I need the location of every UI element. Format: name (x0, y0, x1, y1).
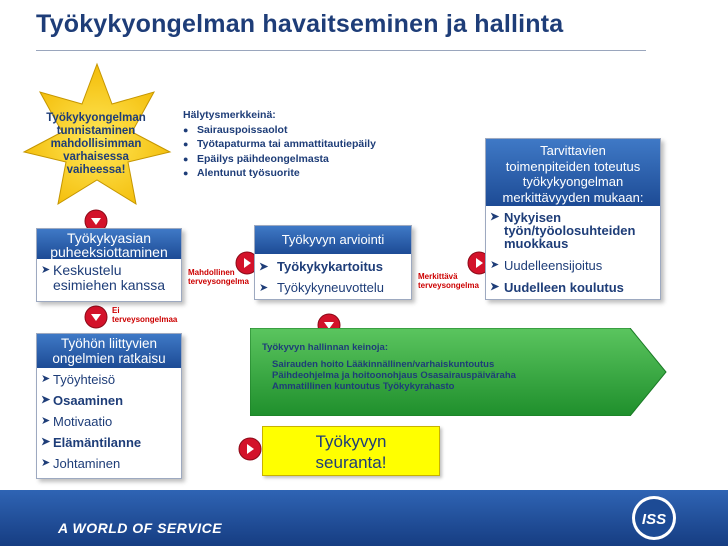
panel-title-line: merkittävyyden mukaan: (502, 189, 644, 205)
management-heading: Työkyvyn hallinnan keinoja: (262, 342, 388, 353)
star-line: tunnistaminen (56, 125, 136, 137)
panel-assessment (254, 225, 412, 300)
warning-item: ● Työtapaturma tai ammattitautiepäily (183, 137, 376, 152)
chevron-right-icon: ➤ (41, 264, 51, 276)
panel-title-line: toimenpiteiden toteutus (505, 158, 641, 174)
chevron-right-icon: ➤ (490, 281, 500, 293)
panel-title-line: ongelmien ratkaisu (52, 351, 166, 366)
title-divider (36, 50, 646, 51)
warning-item: ● Sairauspoissaolot (183, 123, 376, 138)
list-item: ➤ Osaaminen (41, 393, 124, 408)
chevron-right-icon: ➤ (490, 211, 500, 223)
panel-header (37, 334, 181, 368)
label-significant: Merkittävä terveysongelma (418, 272, 479, 290)
panel-title-line: Työhön liittyvien (60, 336, 158, 351)
down-connector-icon (83, 304, 109, 330)
list-item: ➤ Uudelleensijoitus (490, 258, 603, 273)
list-item: ➤ Motivaatio (41, 414, 113, 429)
iss-logo (630, 494, 678, 542)
chevron-right-icon: ➤ (41, 415, 51, 427)
list-item: ➤ Uudelleen koulutus (490, 280, 624, 295)
panel-header (486, 139, 660, 206)
star-line: mahdollisimman (50, 138, 142, 150)
warning-item: ● Epäilys päihdeongelmasta (183, 152, 376, 167)
chevron-right-icon: ➤ (41, 394, 51, 406)
chevron-right-icon: ➤ (259, 282, 269, 294)
list-item: ➤ Keskustelu esimiehen kanssa (41, 262, 166, 293)
panel-work-problems (36, 333, 182, 479)
page-title: Työkykyongelman havaitseminen ja hallinta (36, 10, 564, 38)
warning-heading: Hälytysmerkkeinä: (183, 109, 276, 121)
panel-title-line: Työkykyasian (66, 230, 152, 246)
panel-title-line: työkykyongelman (522, 174, 624, 189)
panel-measures (485, 138, 661, 300)
panel-header: Työkyvyn arviointi (255, 226, 411, 254)
panel-header (37, 229, 181, 259)
management-methods (262, 342, 516, 392)
chevron-right-icon: ➤ (259, 261, 269, 273)
chevron-right-icon: ➤ (490, 259, 500, 271)
list-item: ➤ Työkykykartoitus (259, 259, 383, 274)
warning-signs (183, 108, 376, 181)
right-connector-icon (237, 436, 263, 462)
star-line: Työkykyongelman (46, 112, 146, 124)
list-item: ➤ Nykyisen työn/työolosuhteiden muokkaus (490, 210, 636, 251)
svg-text:ISS: ISS (641, 511, 667, 528)
warning-item: ● Alentunut työsuorite (183, 166, 376, 181)
footer-bar (0, 490, 728, 546)
list-item: ➤ Työkykyneuvottelu (259, 280, 384, 295)
chevron-right-icon: ➤ (41, 436, 51, 448)
management-line: Sairauden hoito Lääkinnällinen/varhaiskuntoutus (272, 359, 495, 370)
panel-discussion (36, 228, 182, 302)
label-no: Ei terveysongelmaa (112, 306, 178, 324)
list-item: ➤ Elämäntilanne (41, 435, 142, 450)
panel-title-line: puheeksiottaminen (50, 244, 168, 260)
star-text (36, 112, 156, 177)
star-line: varhaisessa (63, 151, 129, 163)
chevron-right-icon: ➤ (41, 457, 51, 469)
management-line: Päihdeohjelma ja hoitoonohjaus Osasairauspäiväraha (272, 370, 516, 381)
management-line: Ammatillinen kuntoutus Työkykyrahasto (272, 381, 455, 392)
star-line: vaiheessa! (66, 164, 126, 176)
follow-up-box: Työkyvyn seuranta! (262, 426, 440, 476)
list-item: ➤ Johtaminen (41, 456, 121, 471)
list-item: ➤ Työyhteisö (41, 372, 116, 387)
footer-slogan: A WORLD OF SERVICE (58, 520, 223, 536)
label-possible: Mahdollinen terveysongelma (188, 268, 249, 286)
chevron-right-icon: ➤ (41, 373, 51, 385)
panel-title-line: Tarvittavien (540, 143, 606, 158)
